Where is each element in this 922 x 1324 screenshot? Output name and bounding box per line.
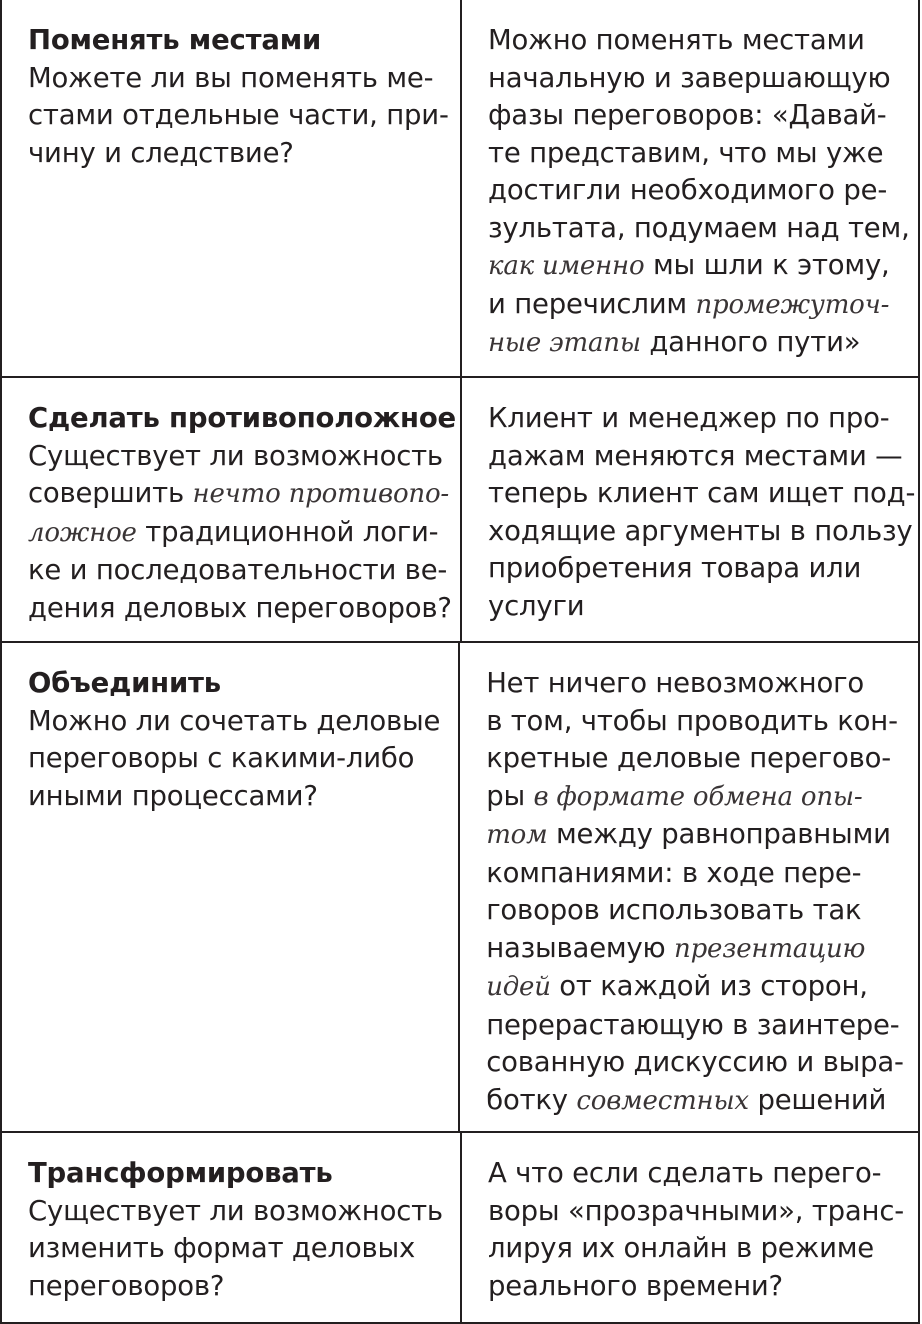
body-text: совершить — [28, 477, 193, 509]
table-row — [2, 0, 918, 378]
body-text: данного пути» — [640, 326, 861, 358]
text-line — [488, 60, 902, 98]
text-line — [488, 1193, 902, 1231]
table-row — [2, 1133, 918, 1322]
question-cell — [2, 1133, 462, 1322]
text-line — [28, 60, 442, 98]
technique-heading: Сделать противоположное — [28, 402, 456, 434]
example-cell — [462, 0, 920, 376]
text-line — [488, 400, 902, 438]
text-line — [28, 475, 450, 514]
text-line — [28, 1230, 442, 1268]
italic-text: как именно — [488, 251, 645, 281]
text-line — [488, 286, 902, 325]
body-text: изменить формат деловых — [28, 1232, 416, 1264]
body-text: решений — [748, 1083, 887, 1116]
text-line — [488, 135, 902, 173]
body-text: теперь клиент сам ищет под- — [488, 477, 916, 509]
body-text: ке и последовательности ве- — [28, 554, 448, 586]
text-line — [486, 968, 900, 1007]
body-text: говоров использовать так — [486, 894, 862, 926]
question-cell — [2, 0, 462, 376]
body-text: лируя их онлайн в режиме — [488, 1232, 875, 1264]
text-line — [486, 892, 900, 930]
text-line — [488, 438, 902, 476]
body-text: между равноправными — [547, 818, 891, 850]
text-line — [28, 740, 440, 778]
question-cell — [2, 378, 462, 641]
body-text: кретные деловые перегово- — [486, 742, 891, 774]
body-text: иными процессами? — [28, 779, 318, 812]
body-text: Существует ли возможность — [28, 439, 443, 472]
body-text: перерастающую в заинтере- — [486, 1008, 900, 1041]
italic-text: совместных — [576, 1085, 749, 1116]
text-line — [28, 703, 440, 741]
italic-text: презентацию — [674, 933, 866, 964]
body-text: чину и следствие? — [28, 136, 294, 169]
italic-text: ные этапы — [488, 328, 641, 358]
text-line — [486, 740, 900, 778]
body-text: ботку — [486, 1083, 577, 1116]
question-cell — [2, 643, 460, 1131]
table-row — [2, 378, 918, 643]
text-line — [486, 930, 900, 969]
example-cell — [462, 1133, 920, 1322]
body-text: Можете ли вы поменять ме- — [28, 61, 434, 94]
text-line — [488, 1155, 902, 1193]
body-text: дения деловых переговоров? — [28, 591, 452, 624]
body-text: приобретения товара или — [488, 552, 862, 584]
text-line — [488, 1230, 902, 1268]
text-line — [486, 665, 900, 703]
text-line — [28, 514, 442, 553]
body-text: услуги — [488, 589, 585, 622]
technique-heading: Трансформировать — [28, 1157, 333, 1189]
body-text: называемую — [486, 931, 675, 964]
body-text: достигли необходимого ре- — [488, 174, 888, 206]
body-text: Клиент и менеджер по про- — [488, 402, 890, 434]
text-line — [488, 513, 913, 551]
body-text: воры «прозрачными», транс- — [488, 1194, 904, 1227]
italic-text: идей — [486, 972, 551, 1002]
body-text: стами отдельные части, при- — [28, 99, 449, 131]
table-row — [2, 643, 918, 1133]
body-text: Существует ли возможность — [28, 1194, 443, 1227]
text-line — [28, 590, 452, 628]
text-line — [28, 135, 442, 173]
body-text: Нет ничего невозможного — [486, 667, 864, 699]
italic-text: в формате обмена опы- — [533, 781, 863, 812]
text-line — [488, 324, 902, 363]
body-text: ходящие аргументы в пользу — [488, 514, 913, 547]
italic-text: промежуточ- — [695, 289, 890, 320]
text-line — [28, 552, 448, 590]
text-line — [486, 816, 900, 855]
text-line — [488, 172, 902, 210]
text-line — [28, 97, 449, 135]
text-line — [28, 778, 440, 816]
body-text: переговоров? — [28, 1269, 225, 1302]
text-line — [28, 438, 442, 476]
text-line — [28, 1268, 442, 1306]
body-text: сованную дискуссию и выра- — [486, 1046, 904, 1078]
body-text: дажам меняются местами — — [488, 439, 903, 472]
text-line — [488, 22, 902, 60]
body-text: переговоры с какими-либо — [28, 742, 415, 774]
body-text: и перечислим — [488, 287, 696, 320]
text-line — [486, 778, 900, 817]
example-cell — [462, 378, 920, 641]
body-text: ры — [486, 779, 534, 812]
body-text: А что если сделать перего- — [488, 1157, 882, 1189]
text-line — [488, 1268, 902, 1306]
text-line — [28, 1193, 442, 1231]
italic-text: том — [486, 820, 548, 850]
text-line — [488, 97, 902, 135]
text-line — [486, 1044, 904, 1082]
text-line — [488, 247, 902, 286]
text-line — [488, 475, 916, 513]
body-text: мы шли к этому, — [644, 249, 890, 281]
italic-text: ложное — [28, 517, 137, 548]
body-text: Можно поменять местами — [488, 24, 865, 56]
text-line — [486, 1082, 900, 1121]
body-text: зультата, подумаем над тем, — [488, 211, 910, 244]
body-text: те представим, что мы уже — [488, 136, 884, 169]
body-text: компаниями: в ходе пере- — [486, 856, 862, 889]
body-text: реального времени? — [488, 1269, 783, 1302]
body-text: традиционной логи- — [136, 515, 439, 548]
text-line — [486, 703, 900, 741]
body-text: в том, чтобы проводить кон- — [486, 704, 898, 737]
text-line — [486, 1007, 900, 1045]
text-line — [488, 550, 902, 588]
text-line — [488, 210, 910, 248]
body-text: от каждой из сторон, — [550, 970, 868, 1002]
technique-heading: Объединить — [28, 667, 221, 699]
body-text: начальную и завершающую — [488, 61, 891, 94]
italic-text: нечто противопо- — [192, 479, 450, 509]
body-text: фазы переговоров: «Давай- — [488, 99, 887, 131]
text-line — [486, 855, 900, 893]
body-text: Можно ли сочетать деловые — [28, 704, 441, 737]
text-line — [488, 588, 902, 626]
technique-heading: Поменять местами — [28, 24, 322, 56]
example-cell — [460, 643, 918, 1131]
